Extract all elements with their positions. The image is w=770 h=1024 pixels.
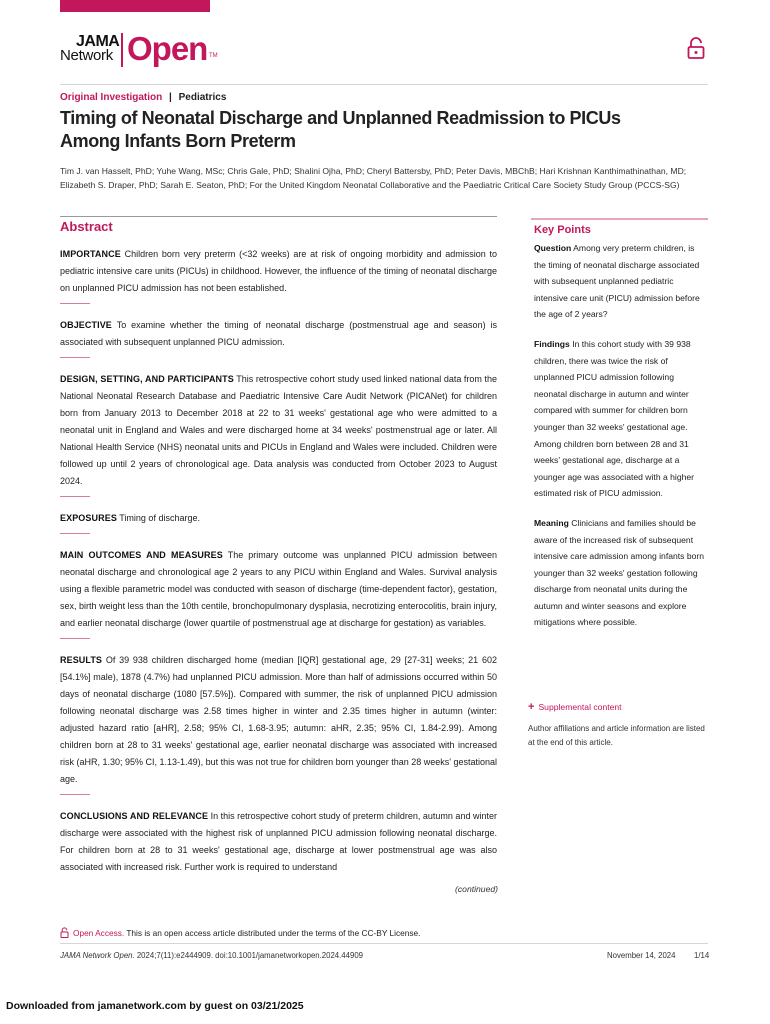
abstract-heading: Abstract — [60, 219, 113, 234]
abstract-objective — [60, 317, 497, 351]
abstract-outcomes — [60, 547, 497, 632]
key-point-label: Findings — [534, 338, 570, 349]
abstract-importance — [60, 246, 497, 297]
abstract-exposures — [60, 510, 497, 527]
key-points-heading: Key Points — [534, 224, 591, 236]
footer-citation — [60, 951, 363, 960]
abstract-results — [60, 652, 497, 788]
article-type[interactable]: Original Investigation — [60, 92, 163, 103]
section-divider — [60, 303, 90, 304]
section-text: To examine whether the timing of neonatal discharge (postmenstrual age and season) is associated with subsequent unplanned PICU admission. — [60, 320, 497, 347]
section-label: IMPORTANCE — [60, 249, 121, 259]
publication-date: November 14, 2024 — [607, 951, 676, 960]
download-stamp: Downloaded from jamanetwork.com by guest on 03/21/2025 — [6, 1000, 304, 1012]
section-text: The primary outcome was unplanned PICU admission between neonatal discharge and chronological age 2 years to any PICU within England and Wales. Survival analysis using a flexible parametric model was conducted with season of discharge (time-dependent factor), gestation, sex, birth weight less than the 10th centile, bronchopulmonary dysplasia, necrotizing enterocolitis, brain injury, and earlier neonatal discharge (lower quartile of postmenstrual age at discharge for gestation) as variables. — [60, 550, 497, 628]
section-label: RESULTS — [60, 655, 103, 665]
section-text: In this retrospective cohort study of preterm children, autumn and winter discharge were associated with the highest risk of unplanned PICU admission following neonatal discharge. For children born at 28 to 31 weeks' gestational age, discharge at lower postmenstrual age was also associated with increased risk. Further work is required to understand — [60, 811, 497, 872]
header-divider — [60, 84, 708, 85]
page-number: 1/14 — [694, 951, 710, 960]
open-lock-icon — [686, 36, 706, 60]
key-points-divider — [531, 218, 708, 220]
section-divider — [60, 794, 90, 795]
top-accent-bar — [60, 0, 210, 12]
footer-divider — [60, 943, 708, 944]
key-point-findings — [534, 336, 706, 502]
supplemental-content-link[interactable] — [528, 701, 622, 713]
section-divider — [60, 357, 90, 358]
section-label: DESIGN, SETTING, AND PARTICIPANTS — [60, 374, 234, 384]
open-access-text: This is an open access article distributed under the terms of the CC-BY License. — [126, 928, 421, 938]
kicker-separator: | — [169, 92, 172, 103]
section-label: MAIN OUTCOMES AND MEASURES — [60, 550, 223, 560]
section-label: CONCLUSIONS AND RELEVANCE — [60, 811, 209, 821]
jama-network-open-logo[interactable] — [60, 30, 230, 69]
open-lock-icon — [60, 927, 69, 938]
section-label: OBJECTIVE — [60, 320, 112, 330]
journal-name: JAMA Network Open. — [60, 951, 135, 960]
key-points-body — [534, 240, 706, 644]
section-text: This retrospective cohort study used linked national data from the National Neonatal Research Database and Paediatric Intensive Care Audit Network (PICANet) for children born from January 2013 to December 2018 at 22 to 31 weeks' gestational age who were admitted to a neonatal unit in England and Wales and were discharged home at 34 weeks' postmenstrual age or later. All National Health Service (NHS) neonatal units and PICUs in England and Wales were included. Children were followed up until 2 years of chronological age. Data analysis was conducted from October 2023 to August 2024. — [60, 374, 497, 486]
key-point-label: Question — [534, 243, 572, 253]
abstract-divider — [60, 216, 497, 217]
section-text: Children born very preterm (<32 weeks) are at risk of ongoing morbidity and admission to pediatric intensive care units (PICUs) in childhood. However, the influence of the timing of neonatal discharge on unplanned PICU admission has not been established. — [60, 249, 497, 293]
section-text: Timing of discharge. — [119, 513, 200, 523]
section-divider — [60, 533, 90, 534]
abstract-conclusions — [60, 808, 497, 876]
logo-divider — [121, 33, 123, 67]
plus-icon: + — [528, 701, 535, 713]
author-list: Tim J. van Hasselt, PhD; Yuhe Wang, MSc; Chris Gale, PhD; Shalini Ojha, PhD; Cheryl Battersby, PhD; Peter Davis, MBChB; Hari Krishnan Kanthimathinathan, MD; Elizabeth S. Draper, PhD; Sarah E. Seaton, PhD; For the United Kingdom Neonatal Collaborative and the Paediatric Critical Care Society Study Group (PCCS-SG) — [60, 166, 687, 190]
article-kicker — [60, 92, 226, 103]
continued-note: (continued) — [455, 884, 498, 894]
open-access-label[interactable]: Open Access. — [73, 928, 125, 938]
key-point-text: In this cohort study with 39 938 children, there was twice the risk of unplanned PICU admission following neonatal discharge in autumn and winter compared with summer for children born younger than 32 weeks' gestational age. Among children born between 28 and 31 weeks' gestational age, discharge at a younger age was associated with a higher estimated risk of PICU admission. — [534, 338, 695, 499]
section-text: Of 39 938 children discharged home (median [IQR] gestational age, 29 [27-31] weeks; 21 602 [54.1%] male), 1878 (4.7%) had unplanned PICU admission. More than half of admissions occurred within 50 days of neonatal discharge (1080 [57.5%]). Compared with summer, the risk of unplanned PICU admission following neonatal discharge was 2.58 times higher in winter and 2.35 times higher in autumn (winter: adjusted hazard ratio [aHR], 2.58; 95% CI, 1.68-3.95; autumn: aHR, 2.35; 95% CI, 1.84-2.99). Among children born at 28 to 31 weeks' gestational age, earlier neonatal discharge was associated with increased risk (aHR, 1.30; 95% CI, 1.13-1.49), but this was not true for children born younger than 28 weeks' gestational age. — [60, 655, 497, 784]
article-section[interactable]: Pediatrics — [178, 92, 227, 103]
key-point-text: Clinicians and families should be aware of the increased risk of subsequent intensive care admission among infants born younger than 32 weeks' gestation following discharge from neonatal units during the autumn and winter seasons and explore mitigations where possible. — [534, 517, 705, 628]
abstract-design — [60, 371, 497, 490]
logo-trademark: TM — [209, 53, 218, 59]
key-point-meaning — [534, 515, 706, 631]
key-point-text: Among very preterm children, is the timing of neonatal discharge associated with subsequent unplanned pediatric intensive care unit (PICU) admission before the age of 2 years? — [534, 243, 700, 320]
section-label: EXPOSURES — [60, 513, 117, 523]
section-divider — [60, 496, 90, 497]
article-title: Timing of Neonatal Discharge and Unplanned Readmission to PICUs Among Infants Born Preterm — [60, 108, 621, 151]
supplemental-label: Supplemental content — [538, 702, 622, 712]
affiliations-note: Author affiliations and article information are listed at the end of this article. — [528, 724, 705, 747]
abstract-body — [60, 246, 497, 876]
open-access-notice — [60, 927, 420, 938]
section-divider — [60, 638, 90, 639]
key-point-question — [534, 240, 706, 323]
logo-network-text: Network — [60, 47, 113, 64]
key-point-label: Meaning — [534, 517, 569, 528]
logo-jama-text: JAMA — [76, 33, 120, 50]
citation-text: 2024;7(11):e2444909. doi:10.1001/jamanetworkopen.2024.44909 — [136, 951, 363, 960]
logo-open-text: Open — [127, 30, 208, 67]
